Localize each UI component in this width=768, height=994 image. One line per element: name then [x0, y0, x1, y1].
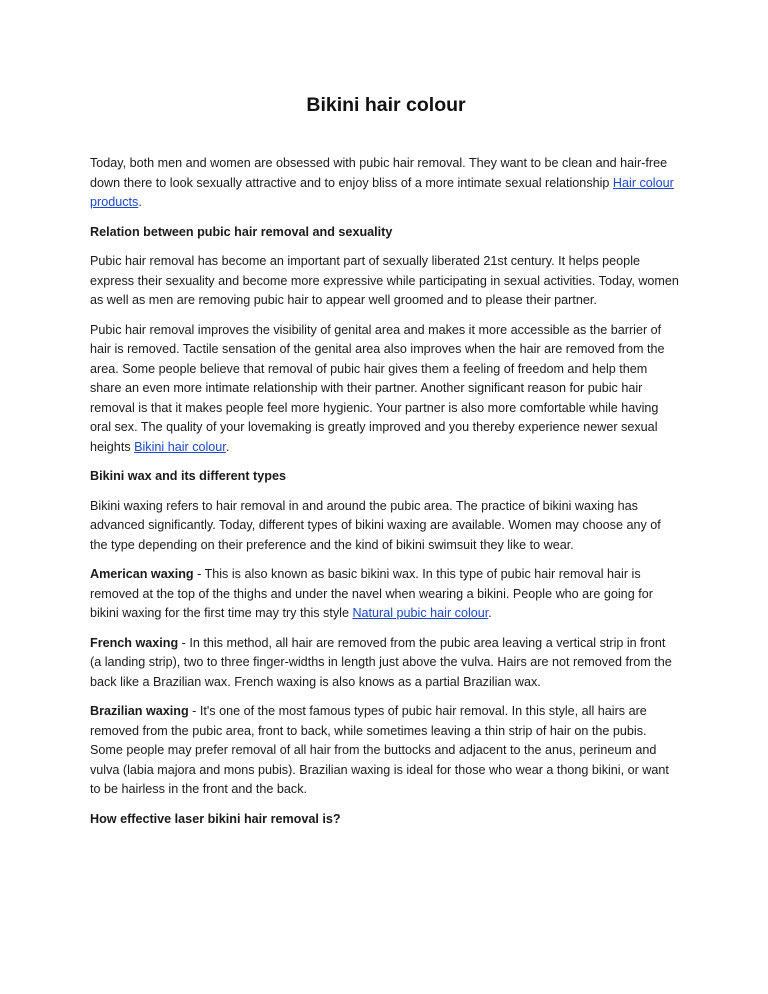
section-heading-laser: How effective laser bikini hair removal is? — [90, 811, 341, 826]
hair-colour-products-link[interactable]: Hair colour products — [90, 175, 674, 209]
american-waxing-label: American waxing — [90, 567, 194, 581]
relation-paragraph-2 — [90, 321, 680, 458]
intro-text: Today, both men and women are obsessed with pubic hair removal. They want to be clean and hair-free down there to look sexually attractive and to enjoy bliss of a more intimate sexual relationship — [90, 156, 668, 190]
relation-paragraph-1: Pubic hair removal has become an important part of sexually liberated 21st century. It helps people express their sexuality and become more expressive while participating in sexual activities. Today, women as well as men are removing pubic hair to appear well groomed and to please their partner. — [90, 254, 679, 307]
relation-paragraph-2-text: Pubic hair removal improves the visibility of genital area and makes it more accessible as the barrier of hair is removed. Tactile sensation of the genital area also improves when the hair are removed from the area. Some people believe that removal of pubic hair gives them a feeling of freedom and help them share an even more intimate relationship with their partner. Another significant reason for pubic hair removal is that it makes people feel more hygienic. Your partner is also more comfortable while having oral sex. The quality of your lovemaking is greatly improved and you thereby experience newer sexual heights — [90, 322, 665, 454]
brazilian-waxing-label: Brazilian waxing — [90, 704, 189, 718]
french-waxing-paragraph — [90, 634, 680, 693]
section-heading-bikini-wax: Bikini wax and its different types — [90, 469, 286, 483]
american-waxing-text: - This is also known as basic bikini wax. In this type of pubic hair removal hair is removed at the top of the thighs and under the navel when wearing a bikini. People who are going for bikini waxing for the first time may try this style — [90, 567, 653, 620]
intro-after: . — [138, 195, 142, 209]
intro-paragraph — [90, 154, 680, 213]
brazilian-waxing-paragraph — [90, 702, 680, 800]
page-title: Bikini hair colour — [306, 94, 466, 116]
natural-pubic-hair-colour-link[interactable]: Natural pubic hair colour — [352, 606, 489, 620]
brazilian-waxing-text: - It's one of the most famous types of pubic hair removal. In this style, all hairs are removed from the pubic area, front to back, while sometimes leaving a thin strip of hair on the pubis. Some people may prefer removal of all hair from the buttocks and adjacent to the anus, perineum and vulva (labia majora and mons pubis). Brazilian waxing is ideal for those who wear a thong bikini, or want to be hairless in the front and the back. — [90, 704, 669, 796]
american-waxing-paragraph — [90, 565, 680, 624]
bikini-wax-paragraph: Bikini waxing refers to hair removal in and around the pubic area. The practice of bikini waxing has advanced significantly. Today, different types of bikini waxing are available. Women may choose any of the type depending on their preference and the kind of bikini swimsuit they like to wear. — [90, 498, 661, 552]
american-waxing-after: . — [488, 606, 492, 620]
section-heading-relation: Relation between pubic hair removal and sexuality — [90, 224, 393, 239]
french-waxing-text: - In this method, all hair are removed from the pubic area leaving a vertical strip in front (a landing strip), two to three finger-widths in length just above the vulva. Hairs are not removed from the back like a Brazilian wax. French waxing is also knows as a partial Brazilian wax. — [90, 635, 672, 689]
bikini-hair-colour-link[interactable]: Bikini hair colour — [134, 439, 226, 454]
document-body — [90, 92, 680, 839]
french-waxing-label: French waxing — [90, 635, 179, 650]
relation-paragraph-2-after: . — [225, 439, 230, 454]
